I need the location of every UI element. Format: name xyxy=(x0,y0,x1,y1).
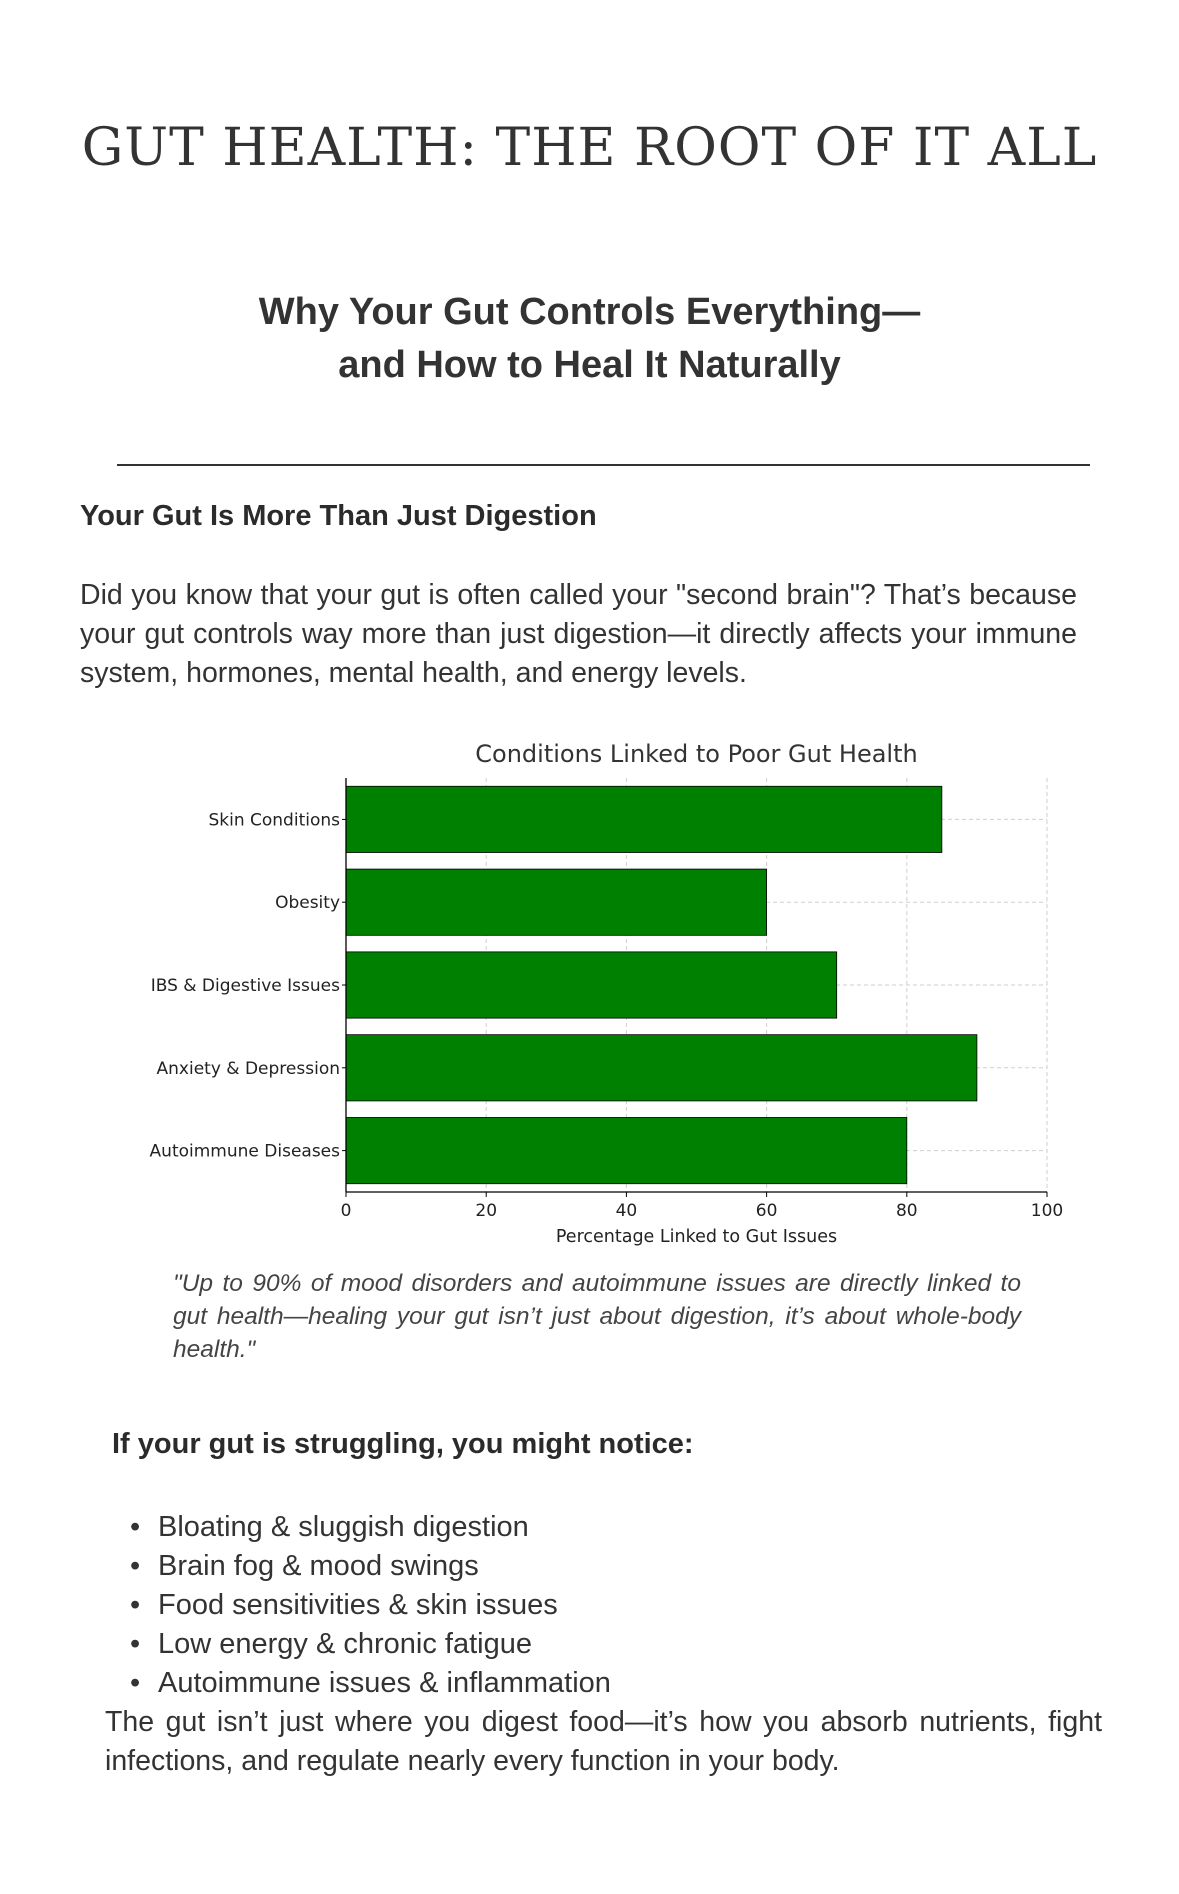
list-item xyxy=(130,1547,611,1586)
section-heading: Your Gut Is More Than Just Digestion xyxy=(80,500,597,532)
page-title: GUT HEALTH: THE ROOT OF IT ALL xyxy=(81,118,1098,178)
list-item xyxy=(130,1625,611,1664)
bar xyxy=(346,952,837,1018)
symptom-text: Food sensitivities & skin issues xyxy=(158,1589,558,1621)
list-item xyxy=(130,1664,611,1703)
subtitle-line-2: and How to Heal It Naturally xyxy=(338,344,841,386)
closing-paragraph: The gut isn’t just where you digest food—it’s how you absorb nutrients, fight infections, and regulate nearly every function in your body. xyxy=(105,1706,1102,1777)
conditions-bar-chart xyxy=(110,730,1070,1260)
x-tick-label: 20 xyxy=(475,1201,498,1221)
x-tick-label: 40 xyxy=(615,1201,638,1221)
x-tick-label: 80 xyxy=(895,1201,918,1221)
bar xyxy=(346,869,767,935)
bar xyxy=(346,1117,907,1183)
divider xyxy=(117,464,1090,466)
category-label: Obesity xyxy=(275,893,340,914)
x-tick-label: 0 xyxy=(340,1201,352,1221)
bullet-icon: • xyxy=(130,1550,141,1582)
category-label: Anxiety & Depression xyxy=(156,1058,340,1079)
symptom-text: Autoimmune issues & inflammation xyxy=(158,1667,611,1699)
bullet-icon: • xyxy=(130,1589,141,1621)
symptom-text: Low energy & chronic fatigue xyxy=(158,1628,532,1660)
list-item xyxy=(130,1586,611,1625)
page-subtitle xyxy=(0,286,1179,392)
bar xyxy=(346,786,942,852)
x-tick-label: 60 xyxy=(755,1201,778,1221)
quote-text: "Up to 90% of mood disorders and autoimmune issues are directly linked to gut health—healing your gut isn’t just about digestion, it’s about whole-body health." xyxy=(173,1270,1021,1363)
category-label: Skin Conditions xyxy=(208,810,340,831)
x-axis-label: Percentage Linked to Gut Issues xyxy=(555,1227,838,1247)
chart-title: Conditions Linked to Poor Gut Health xyxy=(475,740,918,768)
symptom-text: Bloating & sluggish digestion xyxy=(158,1511,529,1543)
symptoms-list xyxy=(130,1508,611,1703)
category-label: Autoimmune Diseases xyxy=(149,1141,340,1162)
bullet-icon: • xyxy=(130,1628,141,1660)
bullet-icon: • xyxy=(130,1511,141,1543)
intro-paragraph: Did you know that your gut is often called your "second brain"? That’s because your gut controls way more than just digestion—it directly affects your immune system, hormones, mental health, and energy levels. xyxy=(80,579,1077,689)
subtitle-line-1: Why Your Gut Controls Everything— xyxy=(258,291,921,333)
x-tick-label: 100 xyxy=(1030,1201,1064,1221)
category-label: IBS & Digestive Issues xyxy=(150,976,340,996)
bar xyxy=(346,1035,977,1101)
symptom-text: Brain fog & mood swings xyxy=(158,1550,479,1582)
bullet-icon: • xyxy=(130,1667,141,1699)
symptoms-heading: If your gut is struggling, you might notice: xyxy=(112,1428,694,1460)
list-item xyxy=(130,1508,611,1547)
